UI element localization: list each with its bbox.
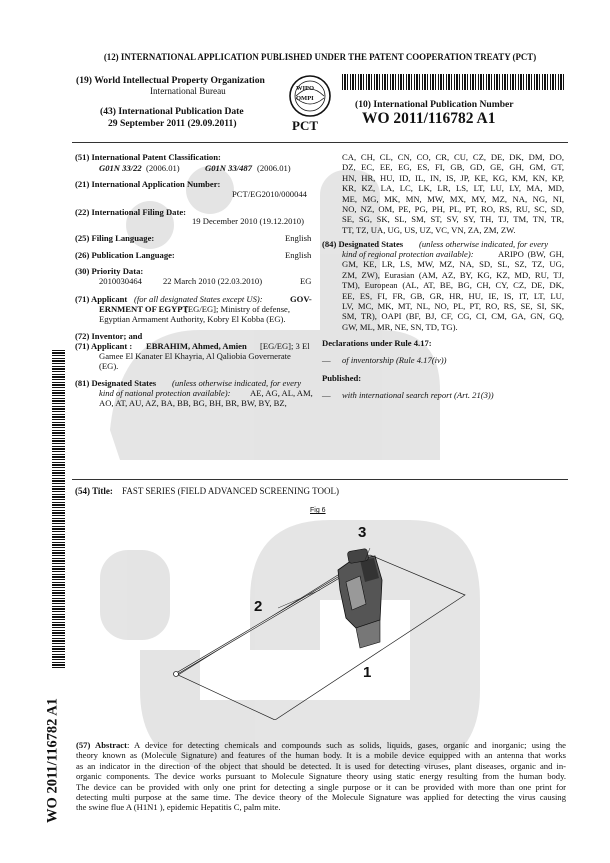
filing-language: English: [285, 233, 312, 243]
title-divider-top: [72, 479, 568, 480]
side-barcode: [52, 350, 65, 668]
header-line-12: (12) INTERNATIONAL APPLICATION PUBLISHED UNDER THE PATENT COOPERATION TREATY (PCT): [103, 52, 537, 62]
designated-states-line-1: AE, AG, AL, AM,: [250, 388, 313, 398]
priority-date: 22 March 2010 (22.03.2010): [163, 276, 263, 286]
regional-list-line: ZM, ZW), Eurasian (AM, AZ, BY, KG, KZ, MD, RU, TJ,: [342, 269, 564, 280]
regional-states-label: (84) Designated States: [322, 239, 404, 249]
regional-list-line: TM), European (AL, AT, BE, BG, CH, CY, CZ, DE, DK,: [342, 280, 564, 291]
regional-states-note-2: kind of regional protection available):: [342, 249, 474, 259]
designated-states-continued: [342, 152, 564, 235]
state-list-line: TT, TZ, UA, UG, US, UZ, VC, VN, ZA, ZM, ZW.: [342, 224, 516, 235]
wipo-org: (19) World Intellectual Property Organization: [76, 75, 265, 86]
applicant-name: GOV-: [290, 294, 312, 304]
figure-label-3: 3: [358, 524, 367, 541]
pub-no-label: (10) International Publication Number: [355, 99, 514, 110]
regional-list-line: ARIPO (BW, GH,: [498, 249, 564, 259]
applicant2-label: (71) Applicant :: [75, 341, 133, 351]
designated-states-line-2: AO, AT, AU, AZ, BA, BB, BG, BH, BR, BW, BY, BZ,: [99, 398, 287, 408]
wipo-logo-top: WIPO: [296, 85, 315, 92]
ipc-a-year: (2006.01): [146, 163, 180, 173]
regional-states-note-1: (unless otherwise indicated, for every: [419, 239, 549, 249]
abstract-line: as an indicator in the direction of the object that should be detected. It is used for detecting viruses, plant diseases, organic and in-: [76, 760, 566, 771]
designated-states-note-1: (unless otherwise indicated, for every: [172, 378, 302, 388]
regional-list-line: LV, MC, MK, MT, NL, NO, PL, PT, RO, RS, SE, SI, SK,: [342, 301, 564, 312]
applicant-line-3: Egyptian Armament Authority, Kobry El Kobba (EG).: [99, 314, 286, 324]
pub-language-label: (26) Publication Language:: [75, 250, 175, 260]
priority-label: (30) Priority Data:: [75, 266, 144, 276]
top-barcode: [342, 74, 564, 90]
regional-list-line: SM, TR), OAPI (BF, BJ, CF, CG, CI, CM, GA, GN, GQ,: [342, 311, 564, 322]
applicant2-line-2: Gamee El Kanater El Khayria, Al Qaliobia Governerate: [99, 351, 291, 361]
declarations-label: Declarations under Rule 4.17:: [322, 338, 432, 348]
filing-date-label: (22) International Filing Date:: [75, 207, 186, 217]
app-number-label: (21) International Application Number:: [75, 179, 221, 189]
applicant-note: (for all designated States except US):: [134, 294, 263, 304]
title: FAST SERIES (FIELD ADVANCED SCREENING TOOL): [122, 486, 339, 496]
ipc-b: G01N 33/487: [205, 163, 253, 173]
published-item: with international search report (Art. 21(3)): [342, 390, 494, 400]
state-list-line: ME, MG, MK, MN, MW, MX, MY, MZ, NA, NG, NI,: [342, 193, 564, 204]
filing-date: 19 December 2010 (19.12.2010): [192, 216, 304, 226]
state-list-line: NO, NZ, OM, PE, PG, PH, PL, PT, RO, RS, RU, SC, SD,: [342, 204, 564, 215]
wipo-logo-bottom: OMPI: [296, 95, 314, 102]
regional-list-line: EE, ES, FI, FR, GB, GR, HR, HU, IE, IS, IT, LT, LU,: [342, 290, 564, 301]
inventor-label: (72) Inventor; and: [75, 331, 143, 341]
pct-label: PCT: [292, 118, 318, 133]
abstract-label: (57) Abstract: [76, 740, 127, 750]
header-divider: [72, 142, 568, 143]
pub-date: 29 September 2011 (29.09.2011): [108, 118, 237, 129]
ipc-label: (51) International Patent Classification:: [75, 152, 221, 162]
abstract-line: The device can be provided with only one print for detecting a single purpose or it can be provided with more than one print for: [76, 781, 566, 792]
ipc-a: G01N 33/22: [99, 163, 142, 173]
abstract-line: [76, 740, 566, 750]
abstract-line: theory known as (Molecule Signature) and features of the human body. It is a mobile device equipped with an antenna that works: [76, 750, 566, 761]
pub-language: English: [285, 250, 312, 260]
figure-label-2: 2: [254, 598, 263, 615]
applicant2-line-1: [EG/EG]; 3 El: [260, 341, 310, 351]
figure-label-1: 1: [363, 664, 372, 681]
applicant2-line-3: (EG).: [99, 361, 119, 371]
regional-states-list: [342, 249, 564, 332]
applicant2-name: EBRAHIM, Ahmed, Amien: [146, 341, 247, 351]
pub-date-label: (43) International Publication Date: [100, 106, 244, 117]
side-number: WO 2011/116782 A1: [44, 698, 61, 823]
bureau: International Bureau: [150, 86, 226, 96]
abstract: [76, 740, 566, 813]
abstract-text: : A device for detecting chemicals and compounds such as solids, liquids, gases, organic and inorganic; using the: [126, 740, 566, 750]
figure-caption: Fig 6: [310, 507, 326, 514]
state-list-line: CA, CH, CL, CN, CO, CR, CU, CZ, DE, DK, DM, DO,: [342, 152, 564, 162]
published-dash: —: [322, 390, 331, 400]
abstract-line: organic components. The device works pursuant to Molecule Signature theory using static energy resulting from the human body.: [76, 771, 566, 782]
abstract-line: the swine flue A (H1N1 ), epidemic Hepatitis C, palm mite.: [76, 802, 281, 813]
applicant-line-2: [EG/EG]; Ministry of defense,: [185, 304, 291, 314]
declarations-item: of inventorship (Rule 4.17(iv)): [342, 355, 447, 365]
app-number: PCT/EG2010/000044: [232, 189, 307, 199]
device-figure: [160, 520, 480, 720]
regional-list-line: GM, KE, LR, LS, MW, MZ, NA, SD, SL, SZ, TZ, UG,: [342, 259, 564, 270]
state-list-line: SE, SG, SK, SL, SM, ST, SV, SY, TH, TJ, TM, TN, TR,: [342, 214, 564, 225]
ipc-b-year: (2006.01): [257, 163, 291, 173]
priority-country: EG: [300, 276, 312, 286]
filing-language-label: (25) Filing Language:: [75, 233, 155, 243]
declarations-dash: —: [322, 355, 331, 365]
state-list-line: KR, KZ, LA, LC, LK, LR, LS, LT, LU, LY, MA, MD,: [342, 183, 564, 194]
regional-list-line: GW, ML, MR, NE, SN, TD, TG).: [342, 321, 458, 332]
pub-no: WO 2011/116782 A1: [362, 110, 496, 127]
state-list-line: DZ, EC, EE, EG, ES, FI, GB, GD, GE, GH, GM, GT,: [342, 162, 564, 173]
applicant-name-2: ERNMENT OF EGYPT: [99, 304, 189, 314]
applicant-label: (71) Applicant: [75, 294, 128, 304]
abstract-line: detecting multi purpose at the same time. The device theory of the Molecule Signature was applied for detecting the virus causing: [76, 792, 566, 803]
designated-states-label: (81) Designated States: [75, 378, 157, 388]
published-label: Published:: [322, 373, 362, 383]
designated-states-note-2: kind of national protection available):: [99, 388, 231, 398]
title-label: (54) Title:: [75, 486, 113, 496]
priority-number: 2010030464: [99, 276, 142, 286]
state-list-line: HN, HR, HU, ID, IL, IN, IS, JP, KE, KG, KM, KN, KP,: [342, 172, 564, 183]
